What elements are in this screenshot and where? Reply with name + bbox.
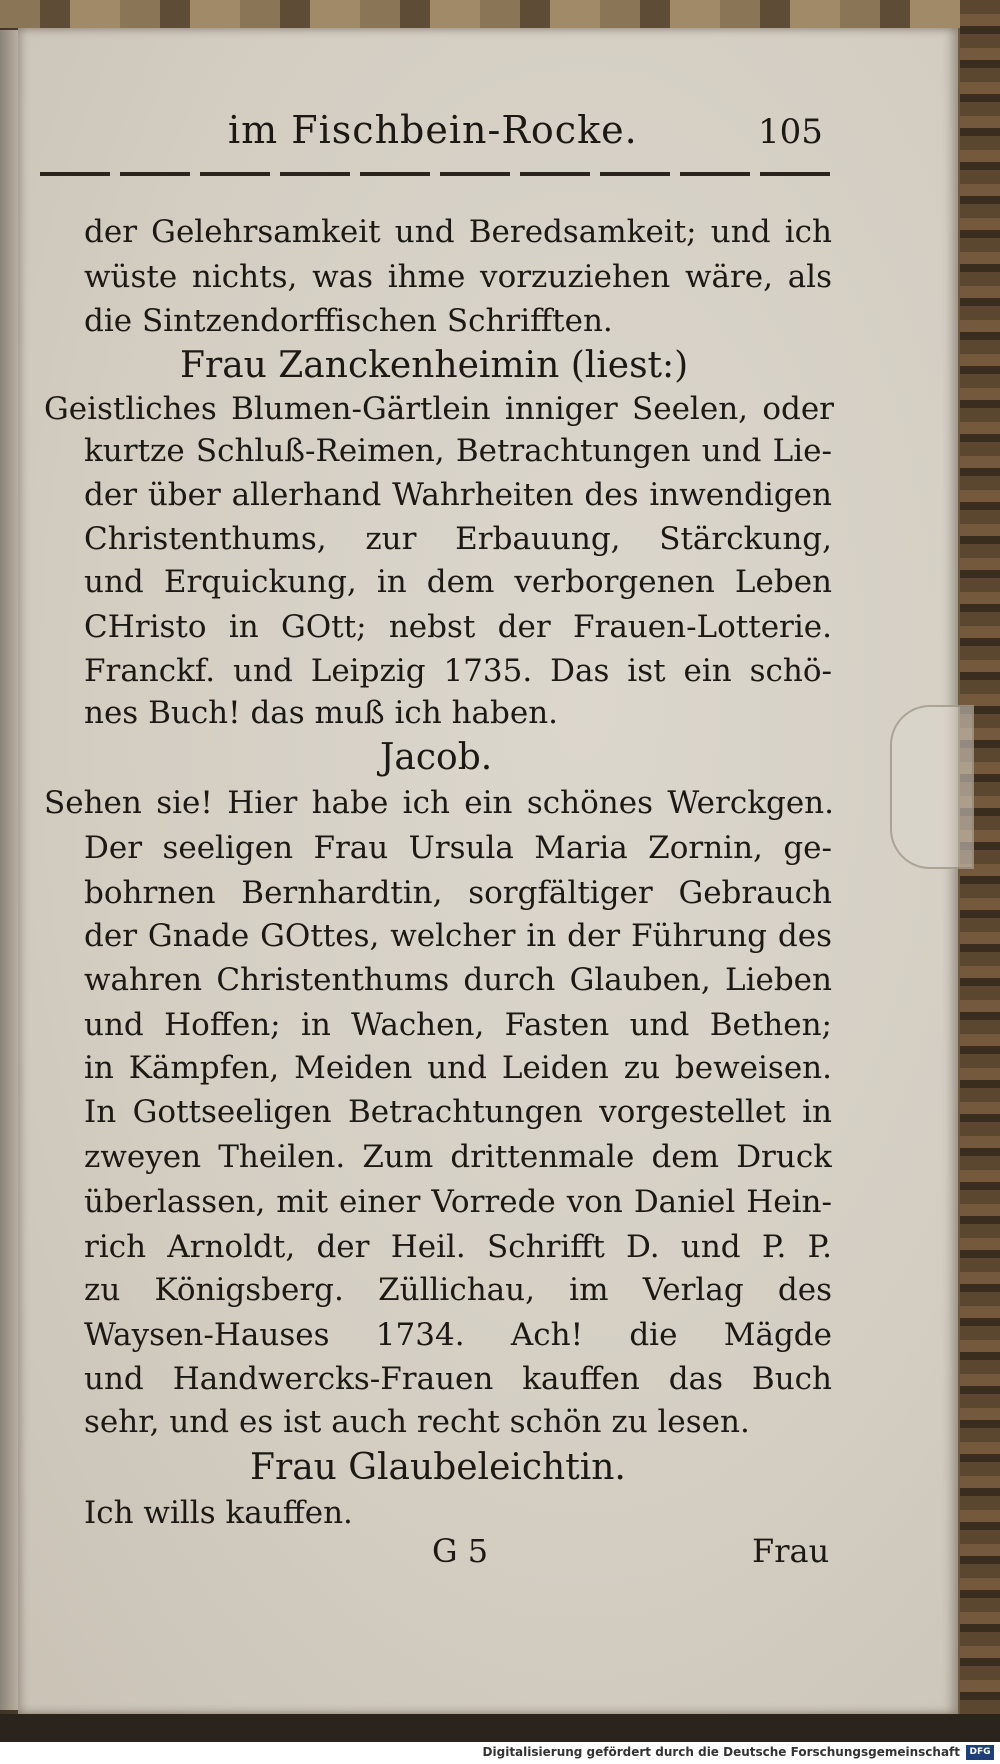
footer-bar xyxy=(0,1742,1000,1764)
text-line: Christenthums, zur Erbauung, Stärckung, xyxy=(84,520,832,557)
text-line: Sehen sie! Hier habe ich ein schönes Werckgen. xyxy=(44,785,834,822)
text-line: und Erquickung, in dem verborgenen Leben xyxy=(84,564,832,601)
page-tab-marker xyxy=(890,705,974,869)
page-number: 105 xyxy=(758,112,823,152)
text-line: der über allerhand Wahrheiten des inwendigen xyxy=(84,477,832,514)
text-line: Geistliches Blumen-Gärtlein inniger Seelen, oder xyxy=(44,390,834,427)
running-header: im Fischbein-Rocke. xyxy=(228,108,638,152)
book-top-edge xyxy=(0,0,1000,28)
scan-bottom-band xyxy=(0,1714,1000,1742)
facing-page-strip xyxy=(0,30,20,1710)
text-line: wüste nichts, was ihme vorzuziehen wäre, als xyxy=(84,258,832,295)
text-line: zu Königsberg. Züllichau, im Verlag des xyxy=(84,1272,832,1309)
text-line: CHristo in GOtt; nebst der Frauen-Lotterie. xyxy=(84,609,832,646)
text-line: der Gelehrsamkeit und Beredsamkeit; und ich xyxy=(84,213,832,250)
text-line: nes Buch! das muß ich haben. xyxy=(84,695,559,732)
book-fore-edge xyxy=(960,0,1000,1740)
text-line: zweyen Theilen. Zum drittenmale dem Druck xyxy=(84,1138,832,1175)
text-line: in Kämpfen, Meiden und Leiden zu beweisen. xyxy=(84,1050,832,1087)
text-line: Franckf. und Leipzig 1735. Das ist ein schö- xyxy=(84,652,832,689)
text-line: der Gnade GOttes, welcher in der Führung des xyxy=(84,918,832,955)
text-line: überlassen, mit einer Vorrede von Daniel Hein- xyxy=(84,1183,832,1220)
text-line: Waysen-Hauses 1734. Ach! die Mägde xyxy=(84,1317,832,1354)
text-line: und Hoffen; in Wachen, Fasten und Bethen; xyxy=(84,1006,832,1043)
catchword: Frau xyxy=(752,1532,830,1570)
text-line: In Gottseeligen Betrachtungen vorgestellet in xyxy=(84,1094,832,1131)
header-rule xyxy=(40,172,830,176)
dfg-logo: DFG xyxy=(966,1745,994,1760)
text-line: Der seeligen Frau Ursula Maria Zornin, ge- xyxy=(84,829,832,866)
text-line: kurtze Schluß-Reimen, Betrachtungen und Lie- xyxy=(84,433,832,470)
footer-credit: Digitalisierung gefördert durch die Deutsche Forschungsgemeinschaft xyxy=(482,1745,960,1759)
text-line: wahren Christenthums durch Glauben, Lieben xyxy=(84,962,832,998)
speaker-heading: Jacob. xyxy=(380,737,493,778)
speaker-heading: Frau Zanckenheimin (liest:) xyxy=(180,345,689,386)
signature-mark: G 5 xyxy=(432,1532,489,1570)
speaker-heading: Frau Glaubeleichtin. xyxy=(250,1447,626,1489)
text-line: die Sintzendorffischen Schrifften. xyxy=(84,303,613,340)
text-line: sehr, und es ist auch recht schön zu lesen. xyxy=(84,1404,750,1441)
text-line: Ich wills kauffen. xyxy=(84,1495,353,1532)
text-line: bohrnen Bernhardtin, sorgfältiger Gebrauch xyxy=(84,874,832,911)
text-line: und Handwercks-Frauen kauffen das Buch xyxy=(84,1360,832,1397)
text-line: rich Arnoldt, der Heil. Schrifft D. und P. P. xyxy=(84,1228,832,1265)
